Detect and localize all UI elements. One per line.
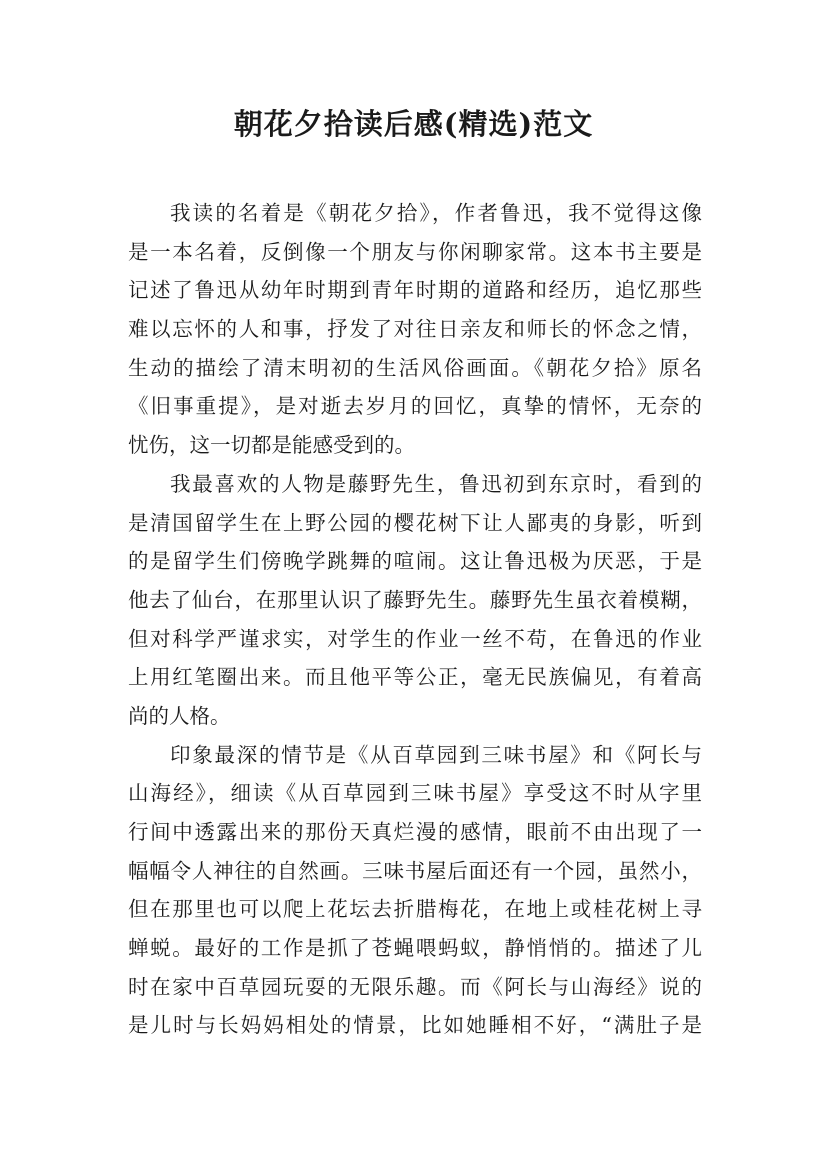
text-line: 是儿时与长妈妈相处的情景，比如她睡相不好，“满肚子是	[128, 1013, 702, 1038]
text-line: 他去了仙台，在那里认识了藤野先生。藤野先生虽衣着模糊，	[128, 587, 702, 612]
text-line: 《旧事重提》，是对逝去岁月的回忆，真挚的情怀，无奈的	[128, 394, 702, 419]
text-line: 但在那里也可以爬上花坛去折腊梅花，在地上或桂花树上寻	[128, 897, 702, 922]
text-line: 难以忘怀的人和事，抒发了对往日亲友和师长的怀念之情，	[128, 317, 702, 342]
document-body	[128, 194, 702, 1045]
text-line: 行间中透露出来的那份天真烂漫的感情，眼前不由出现了一	[128, 820, 702, 844]
paragraph-1	[128, 194, 702, 465]
text-line: 忧伤，这一切都是能感受到的。	[128, 433, 415, 458]
text-line: 时在家中百草园玩耍的无限乐趣。而《阿长与山海经》说的	[128, 974, 702, 999]
text-line: 生动的描绘了清末明初的生活风俗画面。《朝花夕拾》原名	[128, 355, 702, 380]
text-line: 尚的人格。	[128, 703, 231, 728]
text-line: 我读的名着是《朝花夕拾》，作者鲁迅，我不觉得这像	[170, 201, 702, 225]
text-line: 是一本名着，反倒像一个朋友与你闲聊家常。这本书主要是	[128, 239, 702, 264]
text-line: 的是留学生们傍晚学跳舞的喧闹。这让鲁迅极为厌恶，于是	[128, 549, 702, 574]
text-line: 我最喜欢的人物是藤野先生，鲁迅初到东京时，看到的	[170, 471, 702, 496]
text-line: 是清国留学生在上野公园的樱花树下让人鄙夷的身影，听到	[128, 510, 702, 535]
text-line: 记述了鲁迅从幼年时期到青年时期的道路和经历，追忆那些	[128, 278, 702, 303]
document-title: 朝花夕拾读后感(精选)范文	[233, 107, 594, 141]
text-line: 但对科学严谨求实，对学生的作业一丝不苟，在鲁迅的作业	[128, 626, 702, 651]
text-line: 山海经》，细读《从百草园到三味书屋》享受这不时从字里	[128, 781, 702, 806]
text-line: 蝉蜕。最好的工作是抓了苍蝇喂蚂蚁，静悄悄的。描述了儿	[128, 936, 702, 961]
text-line: 上用红笔圈出来。而且他平等公正，毫无民族偏见，有着高	[128, 665, 702, 690]
text-line: 印象最深的情节是《从百草园到三味书屋》和《阿长与	[170, 742, 702, 767]
paragraph-3	[128, 736, 702, 1046]
text-line: 幅幅令人神往的自然画。三味书屋后面还有一个园，虽然小，	[128, 858, 702, 883]
paragraph-2	[128, 465, 702, 736]
